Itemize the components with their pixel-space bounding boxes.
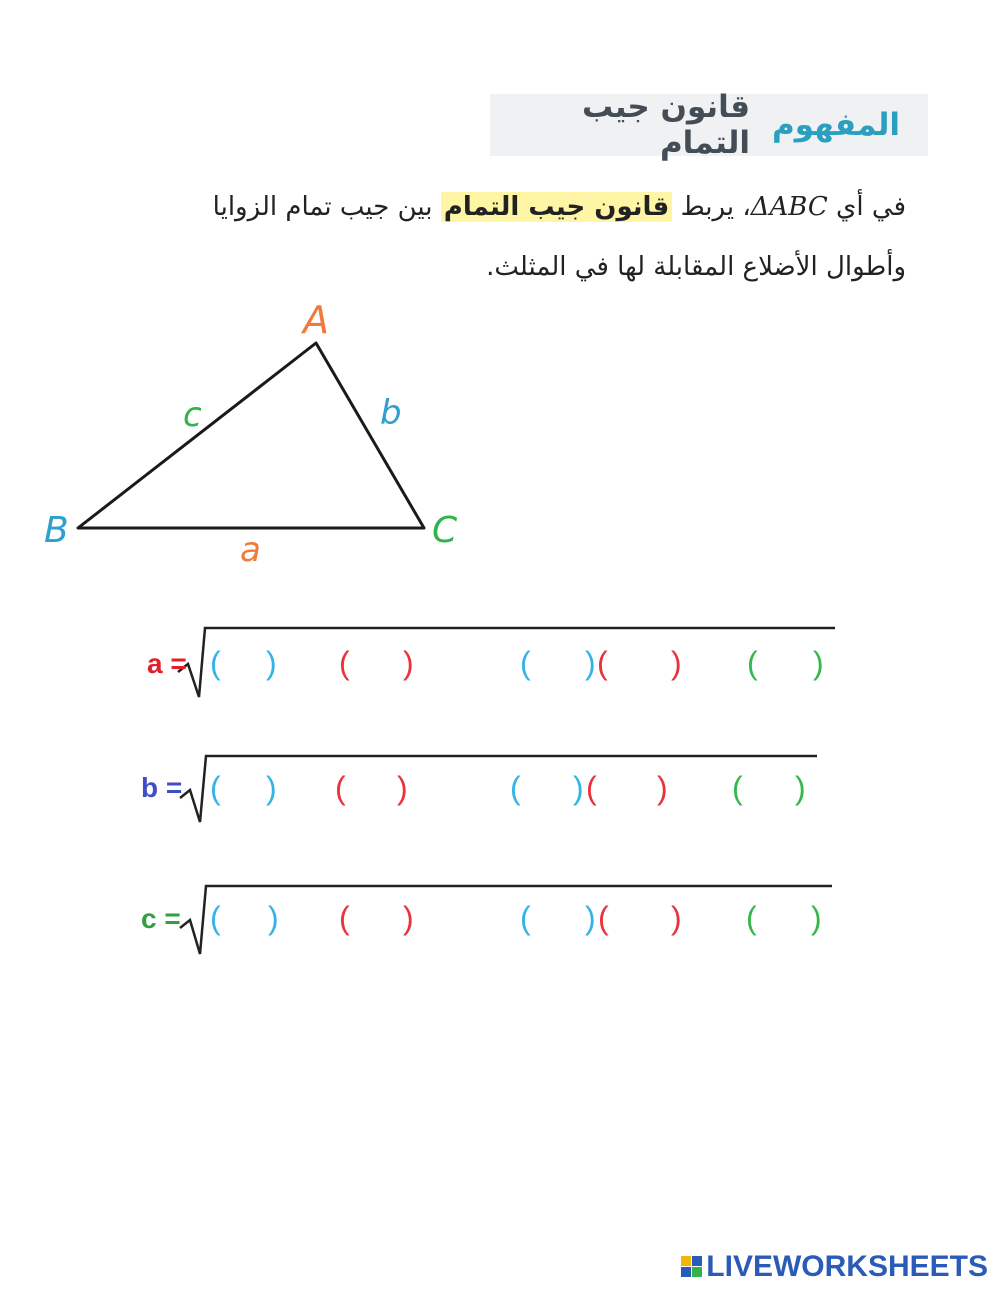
- paren-close: ): [397, 770, 408, 806]
- vertex-a-label: A: [303, 298, 329, 342]
- paren-close: ): [403, 900, 414, 936]
- paren-open: (: [510, 770, 521, 806]
- paren-open: (: [586, 770, 597, 806]
- liveworksheets-logo-icon: [681, 1256, 703, 1278]
- paren-close: ): [671, 900, 682, 936]
- paren-close: ): [585, 645, 596, 681]
- vertex-b-label: B: [44, 510, 69, 551]
- equation-a-label: a =: [147, 648, 187, 679]
- paren-close: ): [266, 645, 277, 681]
- triangle-shape: [78, 343, 424, 528]
- intro-suffix: بين جيب تمام الزوايا: [212, 192, 441, 222]
- law-highlight: قانون جيب التمام: [441, 192, 673, 222]
- triangle-reference: ΔABC: [750, 192, 828, 222]
- paren-open: (: [339, 645, 350, 681]
- paren-open: (: [598, 900, 609, 936]
- paren-open: (: [746, 900, 757, 936]
- paren-close: ): [268, 900, 279, 936]
- paren-open: (: [597, 645, 608, 681]
- vertex-c-label: C: [432, 510, 458, 551]
- intro-mid: ، يربط: [672, 192, 751, 222]
- paren-open: (: [520, 645, 531, 681]
- intro-line-1: [146, 192, 906, 222]
- concept-label: المفهوم: [772, 107, 900, 143]
- watermark-text: LIVEWORKSHEETS: [706, 1250, 988, 1283]
- paren-open: (: [210, 900, 221, 936]
- concept-title: قانون جيب التمام: [581, 89, 751, 161]
- paren-close: ): [266, 770, 277, 806]
- intro-line-2: وأطوال الأضلاع المقابلة لها في المثلث.: [486, 252, 906, 282]
- equation-c-label: c =: [141, 903, 181, 934]
- paren-close: ): [811, 900, 822, 936]
- paren-close: ): [573, 770, 584, 806]
- side-c-label: c: [183, 395, 202, 435]
- paren-open: (: [339, 900, 350, 936]
- side-b-label: b: [380, 393, 402, 433]
- intro-prefix: في أي: [827, 192, 906, 222]
- paren-close: ): [585, 900, 596, 936]
- paren-close: ): [795, 770, 806, 806]
- equation-b-label: b =: [141, 772, 183, 803]
- paren-close: ): [671, 645, 682, 681]
- paren-open: (: [335, 770, 346, 806]
- paren-open: (: [747, 645, 758, 681]
- paren-close: ): [403, 645, 414, 681]
- liveworksheets-watermark[interactable]: [681, 1250, 988, 1284]
- side-a-label: a: [240, 530, 261, 570]
- paren-open: (: [210, 770, 221, 806]
- concept-header: [490, 89, 928, 161]
- paren-open: (: [732, 770, 743, 806]
- paren-open: (: [520, 900, 531, 936]
- paren-close: ): [657, 770, 668, 806]
- paren-open: (: [210, 645, 221, 681]
- paren-close: ): [813, 645, 824, 681]
